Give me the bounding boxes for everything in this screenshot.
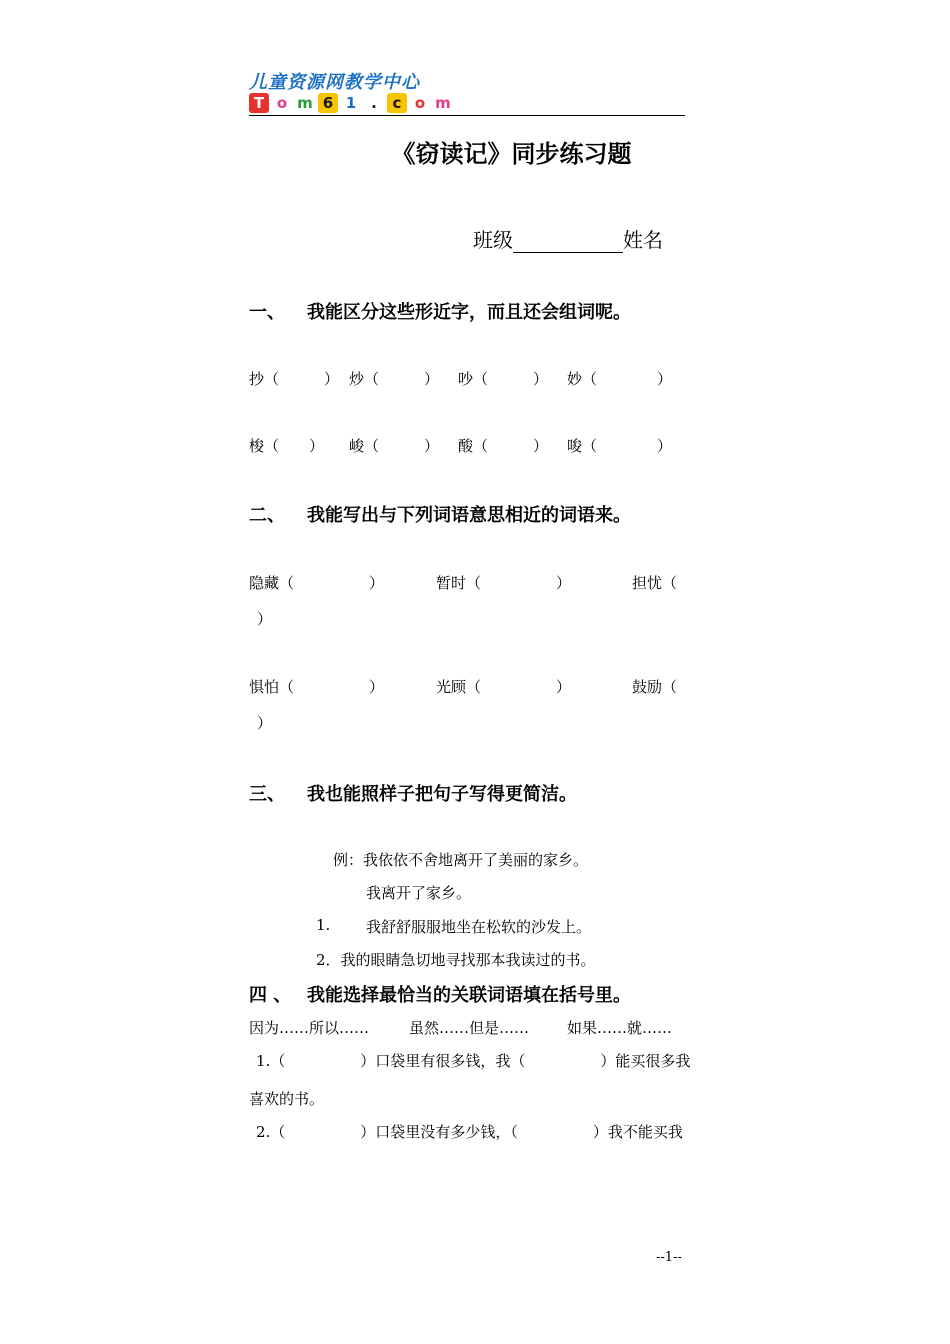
question-sentence: 我舒舒服服地坐在松软的沙发上。 — [366, 918, 592, 936]
word-item: 暂时（ ） — [436, 574, 572, 592]
section-3-heading — [249, 780, 577, 806]
word-item: 担忧（ — [632, 574, 678, 592]
char-item: 炒（ ） — [349, 370, 440, 388]
question-sentence: 1.（ ）口袋里有很多钱，我（ ）能买很多我 — [256, 1052, 691, 1070]
word-item-wrap: ） — [257, 610, 273, 628]
conjunction-option: 虽然……但是…… — [409, 1019, 530, 1037]
logo-letter: o — [410, 93, 430, 113]
example-answer: 我离开了家乡。 — [366, 884, 472, 902]
student-info — [473, 224, 663, 253]
section-number: 二、 — [249, 505, 285, 526]
logo-top-text: 儿童资源网教学中心 — [249, 72, 420, 93]
word-item: 惧怕（ ） — [249, 678, 385, 696]
section-text: 我能区分这些形近字，而且还会组词呢。 — [307, 302, 631, 323]
section-number: 一、 — [249, 302, 285, 323]
question-sentence: 2.（ ）口袋里没有多少钱，（ ）我不能买我 — [256, 1123, 683, 1141]
logo-letter: m — [295, 93, 315, 113]
example-sentence: 例：我依依不舍地离开了美丽的家乡。 — [333, 851, 589, 869]
conjunction-option: 因为……所以…… — [249, 1019, 370, 1037]
logo-letter: m — [433, 93, 453, 113]
logo-letters — [249, 92, 453, 114]
section-number: 四 、 — [249, 985, 292, 1006]
class-blank — [513, 232, 623, 253]
char-item: 妙（ ） — [567, 370, 673, 388]
word-item: 隐藏（ ） — [249, 574, 385, 592]
char-item: 唆（ ） — [567, 437, 673, 455]
section-4-heading — [249, 981, 631, 1007]
char-item: 酸（ ） — [458, 437, 549, 455]
section-text: 我也能照样子把句子写得更简洁。 — [307, 784, 577, 805]
section-text: 我能写出与下列词语意思相近的词语来。 — [307, 505, 631, 526]
word-item: 光顾（ ） — [436, 678, 572, 696]
word-item: 鼓励（ — [632, 678, 678, 696]
question-sentence-cont: 喜欢的书。 — [249, 1090, 325, 1108]
section-number: 三、 — [249, 784, 285, 805]
conjunction-option: 如果……就…… — [567, 1019, 673, 1037]
logo-letter: c — [387, 93, 407, 113]
logo-letter: 1 — [341, 93, 361, 113]
page-title: 《窃读记》同步练习题 — [391, 140, 632, 168]
char-item: 吵（ ） — [458, 370, 549, 388]
char-item: 峻（ ） — [349, 437, 440, 455]
section-1-heading — [249, 298, 631, 324]
logo-letter: o — [272, 93, 292, 113]
section-text: 我能选择最恰当的关联词语填在括号里。 — [307, 985, 631, 1006]
char-item: 抄（ ） — [249, 370, 340, 388]
class-label: 班级 — [473, 228, 513, 252]
name-label: 姓名 — [623, 228, 663, 252]
word-item-wrap: ） — [257, 714, 273, 732]
question-sentence: 2．我的眼睛急切地寻找那本我读过的书。 — [316, 951, 596, 969]
char-item: 梭（ ） — [249, 437, 325, 455]
header-divider — [249, 115, 685, 116]
logo-letter: 6 — [318, 93, 338, 113]
page-number: --1-- — [656, 1250, 682, 1265]
logo-letter: T — [249, 93, 269, 113]
question-number: 1. — [316, 916, 331, 934]
section-2-heading — [249, 501, 631, 527]
logo-letter: . — [364, 93, 384, 113]
